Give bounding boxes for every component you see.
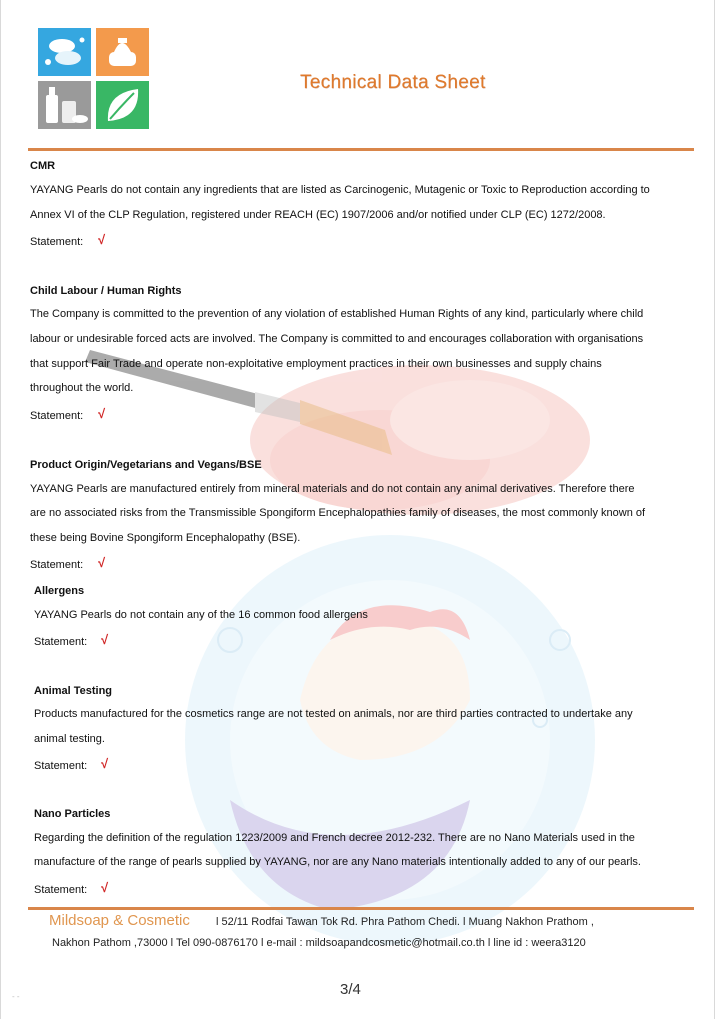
section-text-line: labour or undesirable forced acts are involved. The Company is committed to and encourages collaboration with organisations (30, 333, 644, 345)
section-text-line: throughout the world. (30, 382, 134, 394)
bottles-icon (38, 81, 91, 129)
statement-label: Statement: (34, 884, 88, 896)
cream-jar-icon (96, 28, 149, 76)
statement-label: Statement: (30, 559, 84, 571)
section-heading-allergens: Allergens (34, 585, 85, 597)
section-heading-nano-particles: Nano Particles (34, 808, 111, 820)
document-title: Technical Data Sheet (300, 72, 486, 93)
check-mark-icon: √ (98, 406, 106, 421)
soap-icon (38, 28, 91, 76)
section-text-line: YAYANG Pearls do not contain any of the 16 common food allergens (34, 609, 368, 621)
check-mark-icon: √ (98, 555, 106, 570)
footer-contact-line: Nakhon Pathom ,73000 l Tel 090-0876170 l e-mail : mildsoapandcosmetic@hotmail.co.th l line id : weera3120 (52, 937, 586, 949)
section-heading-cmr: CMR (30, 160, 56, 172)
company-logo (38, 28, 150, 130)
section-text-line: Annex VI of the CLP Regulation, registered under REACH (EC) 1907/2006 and/or notified under CLP (EC) 1272/2008. (30, 209, 606, 221)
section-text-line: are no associated risks from the Transmissible Spongiform Encephalopathies family of diseases, the most commonly known of (30, 507, 646, 519)
header-divider (28, 148, 694, 151)
section-text-line: The Company is committed to the prevention of any violation of established Human Rights of any kind, particularly where child (30, 308, 644, 320)
statement-label: Statement: (34, 760, 88, 772)
section-text-line: YAYANG Pearls do not contain any ingredients that are listed as Carcinogenic, Mutagenic or Toxic to Reproduction according to (30, 184, 650, 196)
section-heading-animal-testing: Animal Testing (34, 685, 113, 697)
bubble-girl-image (185, 535, 595, 945)
footer-divider (28, 907, 694, 910)
section-text-line: Products manufactured for the cosmetics range are not tested on animals, nor are third parties contracted to undertake any (34, 708, 633, 720)
statement-label: Statement: (30, 410, 84, 422)
check-mark-icon: √ (101, 756, 109, 771)
check-mark-icon: √ (101, 880, 109, 895)
statement-label: Statement: (30, 236, 84, 248)
section-text-line: Regarding the definition of the regulation 1223/2009 and French decree 2012-232. There are no Nano Materials used in the (34, 832, 635, 844)
section-text-line: these being Bovine Spongiform Encephalopathy (BSE). (30, 532, 301, 544)
check-mark-icon: √ (98, 232, 106, 247)
section-text-line: manufacture of the range of pearls supplied by YAYANG, nor are any Nano materials intentionally added to any of our pearls. (34, 856, 641, 868)
corner-mark: - - (12, 992, 20, 1001)
leaf-icon (96, 81, 149, 129)
section-text-line: that support Fair Trade and operate non-exploitative employment practices in their own businesses and supply chains (30, 358, 602, 370)
statement-label: Statement: (34, 636, 88, 648)
section-text-line: YAYANG Pearls are manufactured entirely from mineral materials and do not contain any animal derivatives. Therefore there (30, 483, 635, 495)
page-number: 3/4 (340, 981, 361, 998)
footer-address-line: l 52/11 Rodfai Tawan Tok Rd. Phra Pathom Chedi. l Muang Nakhon Prathom , (216, 916, 594, 928)
footer-company-name: Mildsoap & Cosmetic (49, 912, 190, 929)
section-heading-product-origin: Product Origin/Vegetarians and Vegans/BSE (30, 459, 262, 471)
check-mark-icon: √ (101, 632, 109, 647)
section-heading-child-labour: Child Labour / Human Rights (30, 285, 182, 297)
section-text-line: animal testing. (34, 733, 105, 745)
